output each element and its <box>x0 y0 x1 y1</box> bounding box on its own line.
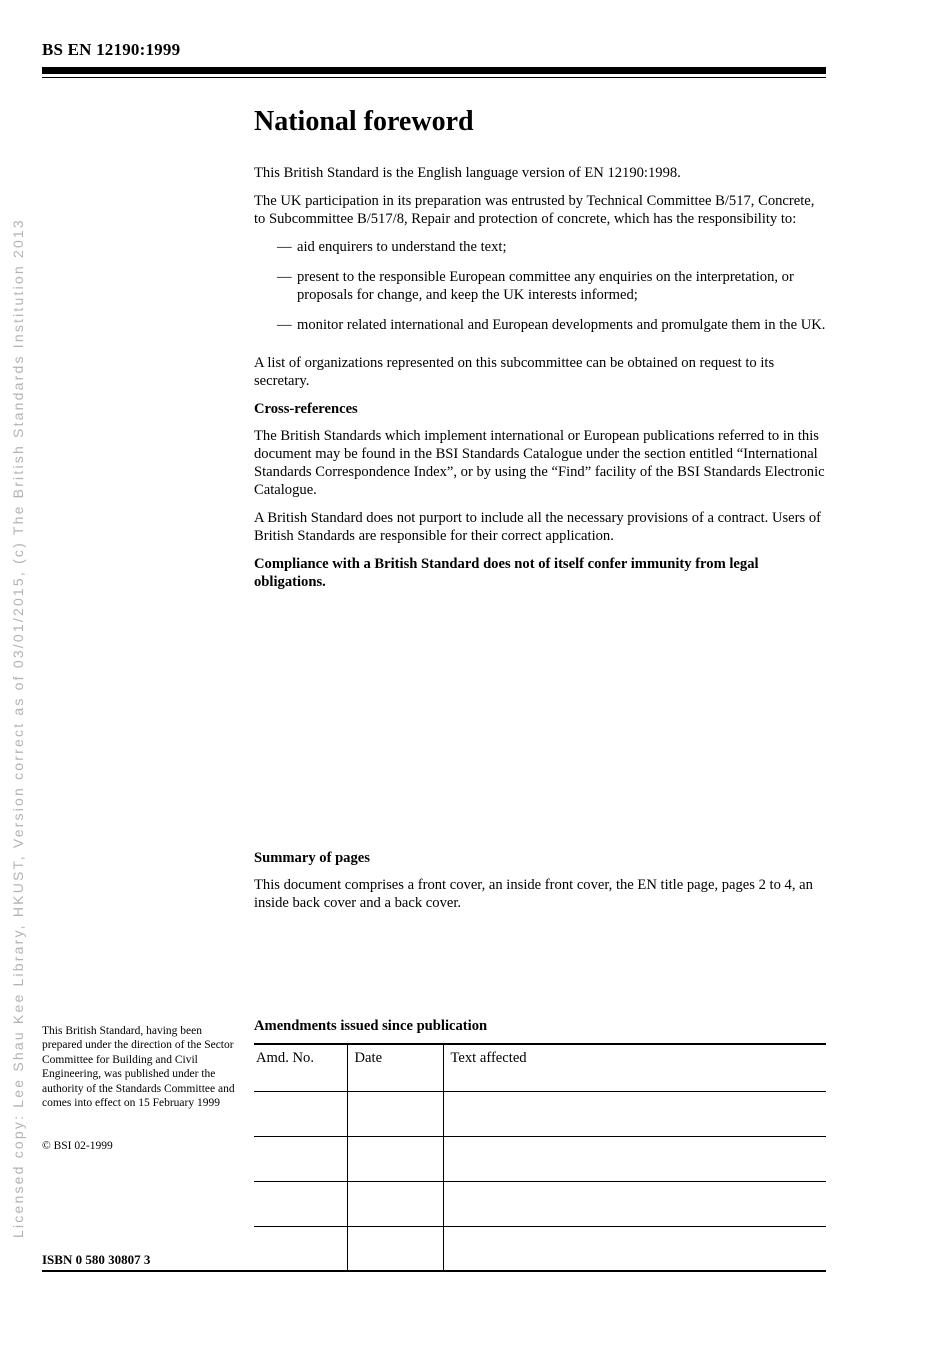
publication-note <box>42 1024 242 1154</box>
table-cell <box>443 1137 826 1182</box>
amendments-table <box>254 1043 826 1272</box>
amendments-section <box>254 1018 826 1272</box>
table-row <box>254 1092 826 1137</box>
table-row <box>254 1227 826 1272</box>
paragraph-cross-references: The British Standards which implement international or European publications referred to in this document may be found in the BSI Standards Catalogue under the section entitled “International Standards Correspondence Index”, or by using the “Find” facility of the BSI Standards Electronic Catalogue. <box>254 428 825 498</box>
paragraph-contract: A British Standard does not purport to include all the necessary provisions of a contract. Users of British Standards are responsible for their correct application. <box>254 510 822 544</box>
document-code: BS EN 12190:1999 <box>42 40 181 59</box>
paragraph-compliance: Compliance with a British Standard does not of itself confer immunity from legal obligations. <box>254 556 759 590</box>
column-header-text-affected: Text affected <box>443 1044 826 1092</box>
summary-of-pages-heading: Summary of pages <box>254 850 370 866</box>
table-header-row <box>254 1044 826 1092</box>
dash-marker: — <box>277 239 292 255</box>
table-cell <box>443 1092 826 1137</box>
list-item-text: monitor related international and European developments and promulgate them in the UK. <box>297 317 826 333</box>
list-item <box>277 316 826 334</box>
paragraph-organizations: A list of organizations represented on this subcommittee can be obtained on request to its secretary. <box>254 355 775 389</box>
list-item-text: aid enquirers to understand the text; <box>297 239 507 255</box>
list-item <box>277 268 826 304</box>
cross-references-heading: Cross-references <box>254 401 358 417</box>
page-bottom-rule <box>42 1270 826 1272</box>
table-cell <box>254 1182 347 1227</box>
foreword-section <box>254 106 826 922</box>
table-cell <box>347 1227 443 1272</box>
table-cell <box>347 1092 443 1137</box>
paragraph-summary: This document comprises a front cover, an inside front cover, the EN title page, pages 2 to 4, an inside back cover and a back cover. <box>254 877 813 911</box>
column-header-date: Date <box>347 1044 443 1092</box>
page-header <box>42 40 826 78</box>
header-rule-thin <box>42 77 826 78</box>
table-cell <box>254 1137 347 1182</box>
responsibility-list <box>254 238 826 334</box>
column-header-amd-no: Amd. No. <box>254 1044 347 1092</box>
paragraph-participation: The UK participation in its preparation was entrusted by Technical Committee B/517, Concrete, to Subcommittee B/517/8, Repair and protection of concrete, which has the responsibility to: <box>254 193 815 227</box>
table-cell <box>443 1227 826 1272</box>
copyright-notice: © BSI 02-1999 <box>42 1140 113 1153</box>
table-cell <box>254 1092 347 1137</box>
list-item-text: present to the responsible European committee any enquiries on the interpretation, or proposals for change, and keep the UK interests informed; <box>297 269 794 303</box>
header-rule-thick <box>42 67 826 74</box>
dash-marker: — <box>277 269 292 285</box>
dash-marker: — <box>277 317 292 333</box>
table-cell <box>254 1227 347 1272</box>
table-cell <box>443 1182 826 1227</box>
license-watermark: Licensed copy: Lee Shau Kee Library, HKUST, Version correct as of 03/01/2015, (c) The British Standards Institution 2013 <box>10 218 26 1238</box>
amendments-heading: Amendments issued since publication <box>254 1018 488 1034</box>
table-row <box>254 1137 826 1182</box>
table-cell <box>347 1137 443 1182</box>
publication-note-text: This British Standard, having been prepared under the direction of the Sector Committee for Building and Civil Engineering, was published under the authority of the Standards Committee and comes into effect on 15 February 1999 <box>42 1025 235 1110</box>
page-title: National foreword <box>254 106 474 137</box>
list-item <box>277 238 826 256</box>
table-row <box>254 1182 826 1227</box>
isbn-label: ISBN 0 580 30807 3 <box>42 1252 151 1267</box>
paragraph-intro: This British Standard is the English language version of EN 12190:1998. <box>254 165 681 181</box>
table-cell <box>347 1182 443 1227</box>
